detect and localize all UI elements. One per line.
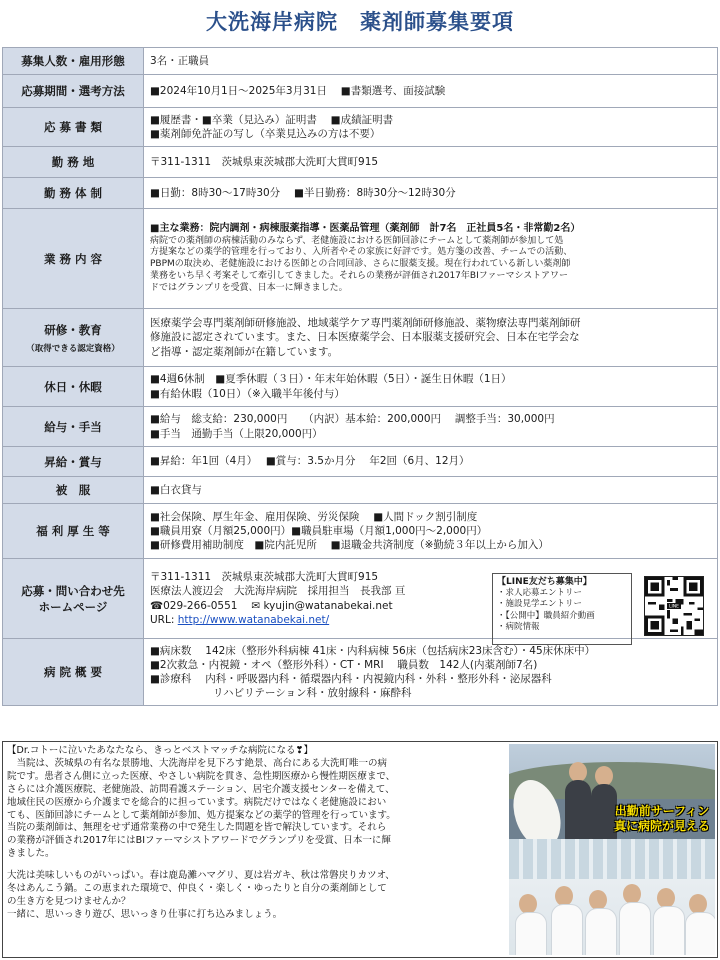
- training-line-2: 修施設に認定されています。また、日本医療薬学会、日本服薬支援研究会、日本在宅学会な: [150, 331, 580, 344]
- label-training: [3, 309, 144, 367]
- value-shift: ■日勤：8時30～17時30分 ■半日勤務：8時30分～12時30分: [144, 178, 718, 209]
- training-label: 研修・教育: [44, 322, 102, 337]
- value-contact: [144, 559, 718, 639]
- label-docs: 応 募 書 類: [3, 108, 144, 147]
- overview-line-1: ■病床数 142床（整形外科病棟 41床・内科病棟 56床（包括病床23床含む）・45床休床中）: [150, 644, 596, 657]
- intro-section: [2, 741, 718, 958]
- row-contact: [3, 559, 718, 639]
- intro-line: の生き方を見つけませんか？: [7, 895, 131, 907]
- overview-line-2: ■2次救急・内視鏡・オペ（整形外科）・CT・MRI 職員数 142人(内薬剤師7名): [150, 658, 538, 671]
- intro-line: 一緒に、思いっきり遊び、思いっきり仕事に打ち込みましょう。: [7, 908, 283, 920]
- value-period: ■2024年10月1日～2025年3月31日 ■書類選考、面接試験: [144, 75, 718, 108]
- training-sublabel: （取得できる認定資格）: [26, 343, 120, 354]
- person-body: [565, 780, 591, 840]
- intro-line: ても、医師回診にチームとして薬剤師が参加、処方提案などの薬学的管理を行っています。: [7, 809, 396, 821]
- duties-heading: ■主な業務：院内調剤・病棟服薬指導・医薬品管理（薬剤師 計7名 正社員5名・非常勤2名）: [150, 223, 581, 235]
- line-box-item: ・求人応募エントリー: [497, 587, 583, 598]
- overview-line-3: ■診療科 内科・呼吸器内科・循環器内科・内視鏡内科・外科・整形外科・泌尿器科: [150, 673, 552, 685]
- url-label: URL:: [150, 613, 178, 626]
- line-box-item: ・【公開中】職員紹介動画: [497, 610, 595, 621]
- intro-line: 冬はあんこう鍋。この恵まれた環境で、仲良く・楽しく・ゆったりと自分の薬剤師として: [7, 883, 387, 895]
- label-location: 勤 務 地: [3, 147, 144, 178]
- row-salary: [3, 407, 718, 447]
- intro-line: きました。: [7, 848, 55, 860]
- value-training: [144, 309, 718, 367]
- label-period: 応募期間・選考方法: [3, 75, 144, 108]
- duties-line-1: 病院での薬剤師の病棟活動のみならず、老健施設における医師回診にチームとして薬剤師が参加して処: [150, 235, 564, 246]
- intro-text: [7, 745, 507, 922]
- value-docs: [144, 108, 718, 147]
- contact-label-1: 応募・問い合わせ先: [21, 583, 125, 598]
- label-shift: 勤 務 体 制: [3, 178, 144, 209]
- value-holiday: [144, 367, 718, 407]
- row-welfare: [3, 504, 718, 559]
- value-welfare: [144, 504, 718, 559]
- person-head: [657, 888, 675, 908]
- line-box-item: ・病院情報: [497, 622, 540, 633]
- photo-caption-line-1: 出勤前サーフィン: [614, 804, 710, 818]
- training-line-1: 医療薬学会専門薬剤師研修施設、地域薬学ケア専門薬剤師研修施設、薬物療法専門薬剤師研: [150, 317, 581, 330]
- training-line-3: ど指導・認定薬剤師が在籍しています。: [150, 345, 339, 358]
- contact-address: 〒311-1311 茨城県東茨城郡大洗町大貫町915: [150, 570, 379, 583]
- row-period: [3, 75, 718, 108]
- photo-caption-line-2: 真に病院が見える: [614, 819, 711, 833]
- label-welfare: 福 利 厚 生 等: [3, 504, 144, 559]
- person-coat: [685, 912, 715, 955]
- row-uniform: [3, 477, 718, 504]
- label-holiday: 休日・休暇: [3, 367, 144, 407]
- label-duties: 業 務 内 容: [3, 209, 144, 309]
- duties-line-3: PBPMの取決め、老健施設における医師との合同回診、さらに服薬支援。現在行われている新しい薬剤師: [150, 259, 571, 270]
- requirements-table: [2, 47, 718, 706]
- value-salary: [144, 407, 718, 447]
- staff-photo: [509, 744, 715, 955]
- value-recruit: 3名・正職員: [144, 48, 718, 75]
- person-head: [519, 894, 537, 914]
- line-box-heading: 【LINE友だち募集中】: [497, 576, 592, 587]
- holiday-line-1: ■4週6休制 ■夏季休暇（３日）・年末年始休暇（5日）・誕生日休暇（1日）: [150, 373, 512, 386]
- holiday-line-2: ■有給休暇（10日）（※入職半年後付与）: [150, 387, 345, 400]
- duties-line-4: 業務をいち早く考案そして牽引してきました。それらの業務が評価され2017年BIファーマシストアワー: [150, 271, 569, 282]
- row-duties: [3, 209, 718, 309]
- person-coat: [551, 904, 583, 955]
- label-overview: 病 院 概 要: [3, 639, 144, 706]
- label-recruit: 募集人数・雇用形態: [3, 48, 144, 75]
- page-title: 大洗海岸病院 薬剤師募集要項: [206, 10, 514, 34]
- row-overview: [3, 639, 718, 706]
- photo-caption: [614, 804, 710, 834]
- value-overview: [144, 639, 718, 706]
- person-head: [569, 762, 587, 782]
- welfare-line-2: ■職員用寮（月額25,000円）■職員駐車場（月額1,000円～2,000円）: [150, 524, 488, 537]
- label-salary: 給与・手当: [3, 407, 144, 447]
- contact-email[interactable]: ✉ kyujin@watanabekai.net: [251, 599, 393, 612]
- overview-line-4: リハビリテーション科・放射線科・麻酔科: [150, 687, 412, 700]
- row-recruit: [3, 48, 718, 75]
- person-head: [589, 890, 607, 910]
- welfare-line-1: ■社会保険、厚生年金、雇用保険、労災保険 ■人間ドック割引制度: [150, 510, 478, 523]
- person-coat: [653, 906, 685, 955]
- contact-phone[interactable]: ☎029-266-0551: [150, 599, 238, 612]
- person-coat: [619, 902, 651, 955]
- svg-text:LINE: LINE: [669, 603, 679, 609]
- contact-label-2: ホームページ: [38, 599, 108, 614]
- intro-line: さらには介護医療院、老健施設、訪問看護ステーション、居宅介護支援センターを備えて、: [7, 783, 395, 795]
- value-duties: [144, 209, 718, 309]
- line-box-item: ・施設見学エントリー: [497, 599, 583, 610]
- label-uniform: 被 服: [3, 477, 144, 504]
- line-friends-box: [492, 573, 632, 645]
- row-holiday: [3, 367, 718, 407]
- label-contact: [3, 559, 144, 639]
- value-raise: ■昇給：年1回（4月） ■賞与：3.5か月分 年2回（6月、12月）: [144, 447, 718, 477]
- duties-line-2: 方提案などの薬学的管理を行っており、入所者やその家族に好評です。処方箋の改善、チームでの活動、: [150, 247, 573, 258]
- person-head: [595, 766, 613, 786]
- label-raise: 昇給・賞与: [3, 447, 144, 477]
- intro-heading: 【Dr.コトーに泣いたあなたなら、きっとベストマッチな病院になる❣】: [7, 745, 313, 756]
- row-raise: [3, 447, 718, 477]
- intro-line: 大洗は美味しいものがいっぱい。春は鹿島灘ハマグリ、夏は岩ガキ、秋は常磐戻りカツオ、: [7, 870, 395, 882]
- line-qr-code-icon[interactable]: [644, 576, 704, 636]
- person-coat: [515, 912, 547, 955]
- intro-line: 当院は、茨城県の有名な景勝地、大洗海岸を見下ろす絶景、高台にある大洗町唯一の病: [7, 757, 388, 769]
- salary-line-1: ■給与 総支給：230,000円 （内訳）基本給：200,000円 調整手当：30,000円: [150, 413, 555, 426]
- person-head: [623, 884, 641, 904]
- intro-spacer: [7, 861, 507, 870]
- value-uniform: ■白衣貸与: [144, 477, 718, 504]
- welfare-line-3: ■研修費用補助制度 ■院内託児所 ■退職金共済制度（※勤続３年以上から加入）: [150, 539, 549, 552]
- homepage-link[interactable]: http://www.watanabekai.net/: [177, 613, 330, 626]
- duties-line-5: ドではグランプリを受賞、日本一に輝きました。: [150, 283, 348, 294]
- person-coat: [585, 908, 617, 955]
- row-location: [3, 147, 718, 178]
- intro-line: の業務が評価され2017年にはBIファーマシストアワードでグランプリを受賞、日本一に輝: [7, 835, 391, 847]
- row-training: [3, 309, 718, 367]
- row-docs: [3, 108, 718, 147]
- person-head: [555, 886, 573, 906]
- contact-org: 医療法人渡辺会 大洗海岸病院 採用担当 長我部 亘: [150, 585, 406, 598]
- person-head: [689, 894, 707, 914]
- row-shift: [3, 178, 718, 209]
- docs-line-2: ■薬剤師免許証の写し（卒業見込みの方は不要）: [150, 128, 381, 140]
- photo-shelf: [509, 839, 715, 879]
- docs-line-1: ■履歴書・■卒業（見込み）証明書 ■成績証明書: [150, 113, 394, 126]
- intro-line: 地域住民の医療から介護までを総合的に担っています。病院だけではなく老健施設におい: [7, 796, 387, 808]
- intro-line: 当院の薬剤師は、無理をせず通常業務の中で発生した問題を皆で解決しています。それら: [7, 822, 387, 834]
- value-location: 〒311-1311 茨城県東茨城郡大洗町大貫町915: [144, 147, 718, 178]
- salary-line-2: ■手当 通勤手当（上限20,000円）: [150, 427, 323, 440]
- intro-line: 院です。患者さん側に立った医療、やさしい病院を貫き、急性期医療から慢性期医療まで、: [7, 770, 396, 782]
- contact-block: [150, 570, 711, 633]
